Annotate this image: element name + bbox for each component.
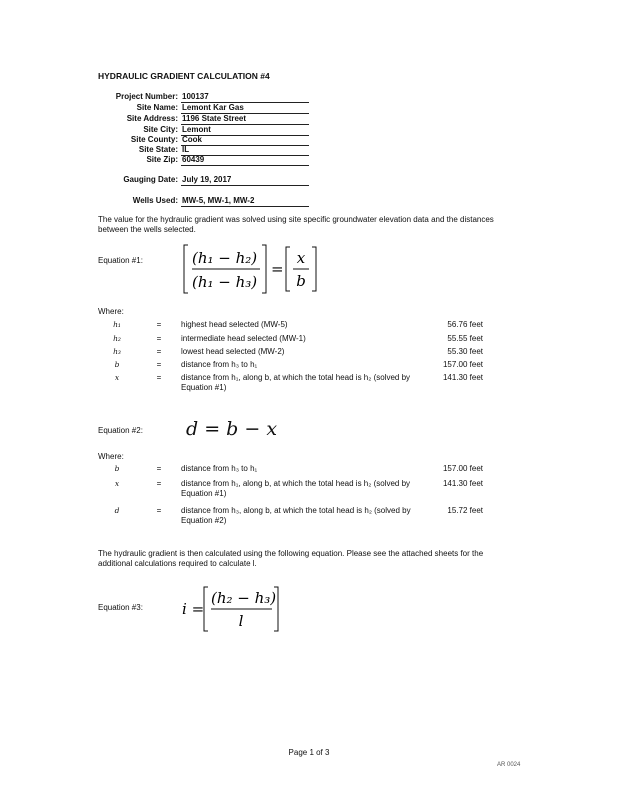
field-value: Cook bbox=[181, 135, 309, 146]
definition: distance from h₃, along b, at which the total head is h₂ (solved by Equation #2) bbox=[181, 506, 411, 525]
field-value: 1196 State Street bbox=[181, 114, 309, 125]
definition: highest head selected (MW-5) bbox=[181, 320, 288, 329]
page-number: Page 1 of 3 bbox=[288, 748, 330, 757]
svg-text:=: = bbox=[271, 260, 284, 278]
equals-sign: = bbox=[156, 334, 162, 343]
field-label: Site Zip: bbox=[146, 155, 178, 164]
eq1-denominator-left: (h₁ − h₃) bbox=[192, 273, 258, 291]
value: 56.76 feet bbox=[447, 320, 483, 329]
value: 55.55 feet bbox=[447, 334, 483, 343]
gauging-date-value: July 19, 2017 bbox=[181, 175, 309, 186]
symbol: h₃ bbox=[113, 347, 121, 356]
definition: lowest head selected (MW-2) bbox=[181, 347, 285, 356]
equals-sign: = bbox=[156, 360, 162, 369]
document-title: HYDRAULIC GRADIENT CALCULATION #4 bbox=[98, 71, 270, 81]
field-label: Site County: bbox=[130, 135, 178, 144]
field-value: 60439 bbox=[181, 155, 309, 166]
value: 55.30 feet bbox=[447, 347, 483, 356]
field-value: 100137 bbox=[181, 92, 309, 103]
equation-3-formula bbox=[178, 584, 288, 634]
field-label: Site Address: bbox=[126, 114, 178, 123]
equation-1-formula bbox=[182, 243, 322, 295]
definition: distance from h₃ to h₁ bbox=[181, 464, 258, 473]
definition: intermediate head selected (MW-1) bbox=[181, 334, 306, 343]
eq3-lhs: i = bbox=[182, 600, 205, 618]
field-label: Site State: bbox=[138, 145, 178, 154]
definition: distance from h₃ to h₁ bbox=[181, 360, 258, 369]
value: 157.00 feet bbox=[442, 360, 483, 369]
symbol: b bbox=[114, 360, 120, 369]
equals-sign: = bbox=[156, 320, 162, 329]
field-label: Site City: bbox=[143, 125, 178, 134]
symbol: x bbox=[114, 373, 120, 382]
eq1-denominator-right: b bbox=[296, 272, 306, 290]
symbol: d bbox=[114, 506, 120, 515]
value: 15.72 feet bbox=[447, 506, 483, 515]
equals-sign: = bbox=[156, 373, 162, 382]
field-value: Lemont bbox=[181, 125, 309, 136]
field-value: Lemont Kar Gas bbox=[181, 103, 309, 114]
where-label: Where: bbox=[98, 307, 124, 316]
where-label: Where: bbox=[98, 452, 124, 461]
equation-1-label: Equation #1: bbox=[98, 256, 143, 265]
equals-sign: = bbox=[156, 464, 162, 473]
equals-sign: = bbox=[156, 479, 162, 488]
definition: distance from h₁, along b, at which the total head is h₂ (solved by Equation #1) bbox=[181, 373, 411, 392]
symbol: h₁ bbox=[113, 320, 121, 329]
intro-paragraph: The value for the hydraulic gradient was solved using site specific groundwater elevation data and the distances between the wells selected. bbox=[98, 215, 494, 234]
gradient-paragraph: The hydraulic gradient is then calculated using the following equation. Please see the attached sheets for the additional calculations required to calculate l. bbox=[98, 549, 484, 568]
document-reference: AR 0024 bbox=[497, 762, 521, 768]
wells-used-value: MW-5, MW-1, MW-2 bbox=[181, 196, 309, 207]
eq3-numerator: (h₂ − h₃) bbox=[211, 589, 277, 607]
gauging-date-label: Gauging Date: bbox=[123, 175, 178, 184]
equation-2-label: Equation #2: bbox=[98, 426, 143, 435]
field-value: IL bbox=[181, 145, 309, 156]
value: 157.00 feet bbox=[442, 464, 483, 473]
value: 141.30 feet bbox=[442, 479, 483, 488]
field-label: Project Number: bbox=[115, 92, 178, 101]
equation-2-formula: d = b − x bbox=[186, 418, 278, 440]
eq1-numerator-left: (h₁ − h₂) bbox=[192, 249, 258, 267]
wells-used-label: Wells Used: bbox=[132, 196, 178, 205]
definition: distance from h₁, along b, at which the total head is h₂ (solved by Equation #1) bbox=[181, 479, 411, 498]
value: 141.30 feet bbox=[442, 373, 483, 382]
field-label: Site Name: bbox=[136, 103, 178, 112]
symbol: b bbox=[114, 464, 120, 473]
equation-3-label: Equation #3: bbox=[98, 603, 143, 612]
symbol: x bbox=[114, 479, 120, 488]
equals-sign: = bbox=[156, 506, 162, 515]
eq1-numerator-right: x bbox=[296, 249, 306, 267]
symbol: h₂ bbox=[113, 334, 121, 343]
equals-sign: = bbox=[156, 347, 162, 356]
eq3-denominator: l bbox=[238, 612, 244, 630]
